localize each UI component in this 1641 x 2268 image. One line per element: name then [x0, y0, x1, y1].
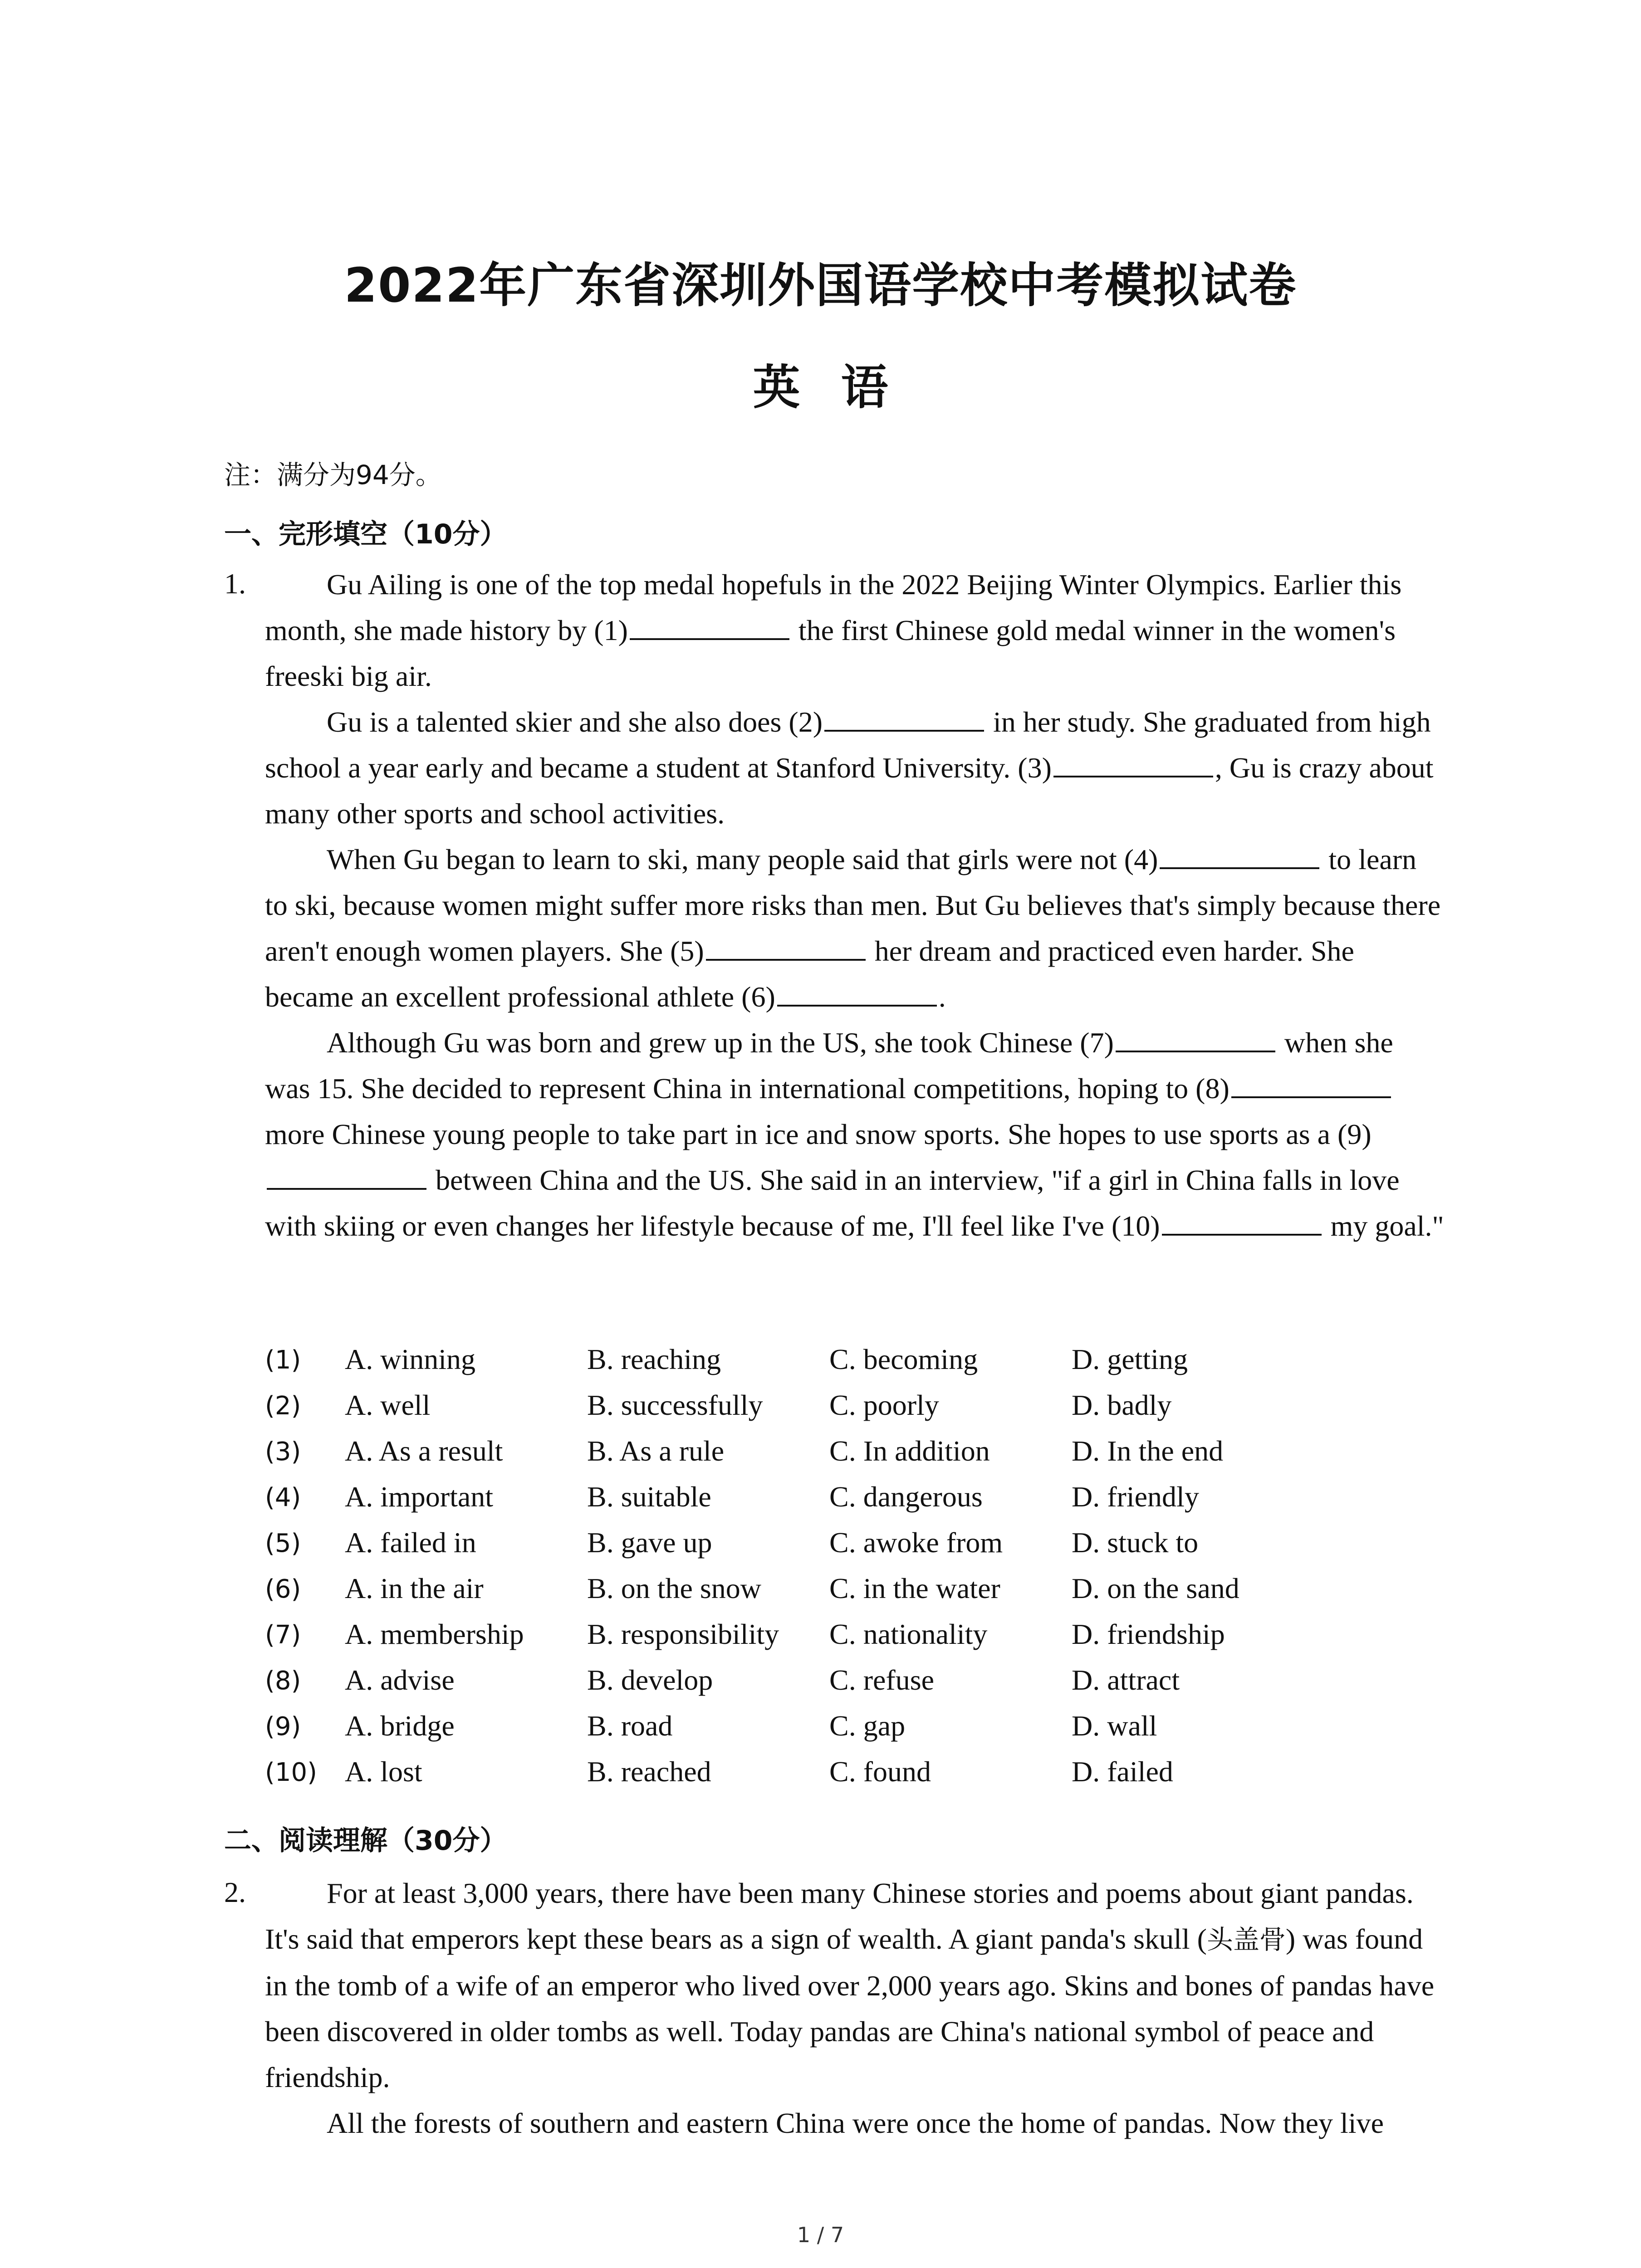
answer-blank: [824, 703, 984, 732]
option-a: A. in the air: [345, 1572, 484, 1604]
question-number: 1.: [224, 567, 246, 600]
answer-blank: [1231, 1069, 1391, 1098]
option-b: B. reached: [587, 1755, 711, 1788]
option-b: B. responsibility: [587, 1618, 779, 1650]
answer-blank: [1160, 840, 1319, 869]
option-b: B. As a rule: [587, 1435, 725, 1467]
option-a: A. failed in: [345, 1526, 476, 1559]
text-span: ) was found in the tomb of a wife of an emperor who lived over 2,000 years ago. Skins and bones of pandas have been discovered in older tombs as well. Today pandas are China's national symbol of peace and friendship.: [265, 1923, 1435, 2093]
option-c: C. dangerous: [829, 1481, 983, 1513]
option-number: (6): [265, 1574, 301, 1604]
answer-blank: [706, 932, 866, 961]
option-d: D. friendship: [1072, 1618, 1225, 1650]
option-number: (9): [265, 1712, 301, 1741]
option-a: A. well: [345, 1389, 431, 1421]
option-c: C. awoke from: [829, 1526, 1003, 1559]
option-d: D. friendly: [1072, 1481, 1199, 1513]
text-span: For at least 3,000 years, there have been many Chinese stories and poems about giant pandas. It's said that emperors kept these bears as a sign of wealth. A giant panda's skull (: [265, 1877, 1414, 1955]
cloze-paragraph: [265, 836, 1445, 1020]
answer-blank: [1053, 748, 1213, 777]
answer-blank: [267, 1161, 426, 1190]
answer-blank: [1116, 1023, 1275, 1052]
option-d: D. In the end: [1072, 1435, 1224, 1467]
answer-blank: [630, 611, 789, 640]
option-c: C. in the water: [829, 1572, 1000, 1604]
option-a: A. As a result: [345, 1435, 503, 1467]
text-span: Gu Ailing is one of the top medal hopefuls in the 2022 Beijing Winter Olympics. Earlier this month, she made history by (1): [265, 568, 1402, 646]
option-number: (7): [265, 1620, 301, 1650]
option-b: B. develop: [587, 1664, 713, 1696]
option-d: D. badly: [1072, 1389, 1172, 1421]
score-note: 注：满分为94分。: [224, 459, 442, 490]
option-b: B. successfully: [587, 1389, 763, 1421]
option-a: A. advise: [345, 1664, 455, 1696]
option-a: A. membership: [345, 1618, 524, 1650]
reading-passage: [265, 1870, 1445, 2146]
answer-blank: [777, 978, 937, 1007]
text-span: , Gu is crazy about many other sports and school activities.: [265, 752, 1434, 830]
option-b: B. on the snow: [587, 1572, 761, 1604]
reading-paragraph: All the forests of southern and eastern China were once the home of pandas. Now they live: [327, 2107, 1384, 2139]
option-number: (1): [265, 1345, 301, 1375]
text-span: 头盖骨: [1206, 1924, 1286, 1955]
option-a: A. winning: [345, 1343, 475, 1375]
option-number: (3): [265, 1437, 301, 1466]
text-span: When Gu began to learn to ski, many people said that girls were not (4): [327, 843, 1158, 875]
option-b: B. road: [587, 1710, 673, 1742]
page-title: 2022年广东省深圳外国语学校中考模拟试卷: [344, 258, 1297, 313]
text-span: between China and the US. She said in an interview, "if a girl in China falls in love with skiing or even changes her lifestyle because of me, I'll feel like I've (10): [265, 1164, 1400, 1242]
subject-title: 英语: [753, 360, 929, 415]
option-c: C. refuse: [829, 1664, 935, 1696]
text-span: .: [938, 981, 946, 1013]
option-d: D. on the sand: [1072, 1572, 1239, 1604]
option-b: B. reaching: [587, 1343, 721, 1375]
option-d: D. getting: [1072, 1343, 1188, 1375]
cloze-paragraph: [265, 699, 1445, 836]
text-span: in her study. She graduated from high school a year early and became a student at Stanford University. (3): [265, 706, 1431, 784]
section-heading-reading: 二、阅读理解（30分）: [224, 1825, 507, 1857]
option-c: C. In addition: [829, 1435, 990, 1467]
text-span: the first Chinese gold medal winner in the women's freeski big air.: [265, 614, 1396, 692]
question-number: 2.: [224, 1876, 246, 1908]
option-d: D. stuck to: [1072, 1526, 1199, 1559]
text-span: when she was 15. She decided to represent China in international competitions, hoping to (8): [265, 1026, 1393, 1105]
option-c: C. becoming: [829, 1343, 978, 1375]
option-d: D. wall: [1072, 1710, 1157, 1742]
cloze-passage: [265, 562, 1445, 1249]
option-c: C. gap: [829, 1710, 906, 1742]
option-number: (4): [265, 1483, 301, 1512]
text-span: Although Gu was born and grew up in the US, she took Chinese (7): [327, 1026, 1114, 1059]
text-span: my goal.": [1323, 1210, 1444, 1242]
option-d: D. failed: [1072, 1755, 1173, 1788]
cloze-paragraph: [265, 562, 1445, 699]
text-span: her dream and practiced even harder. She became an excellent professional athlete (6): [265, 935, 1354, 1013]
answer-blank: [1162, 1207, 1322, 1236]
option-c: C. poorly: [829, 1389, 939, 1421]
option-a: A. lost: [345, 1755, 422, 1788]
option-d: D. attract: [1072, 1664, 1180, 1696]
option-number: (5): [265, 1529, 301, 1558]
option-number: (2): [265, 1391, 301, 1421]
option-c: C. found: [829, 1755, 931, 1788]
option-b: B. suitable: [587, 1481, 711, 1513]
section-heading-cloze: 一、完形填空（10分）: [224, 518, 507, 550]
option-b: B. gave up: [587, 1526, 712, 1559]
option-number: (8): [265, 1666, 301, 1696]
cloze-paragraph: [265, 1020, 1445, 1249]
option-number: (10): [265, 1758, 317, 1787]
text-span: to learn to ski, because women might suffer more risks than men. But Gu believes that's simply because there aren't enough women players. She (5): [265, 843, 1441, 967]
text-span: Gu is a talented skier and she also does (2): [327, 706, 823, 738]
page-number: 1 / 7: [797, 2223, 844, 2247]
reading-paragraph: [265, 1870, 1445, 2100]
option-a: A. important: [345, 1481, 494, 1513]
text-span: more Chinese young people to take part in ice and snow sports. She hopes to use sports as a (9): [265, 1118, 1372, 1150]
option-c: C. nationality: [829, 1618, 988, 1650]
option-a: A. bridge: [345, 1710, 455, 1742]
